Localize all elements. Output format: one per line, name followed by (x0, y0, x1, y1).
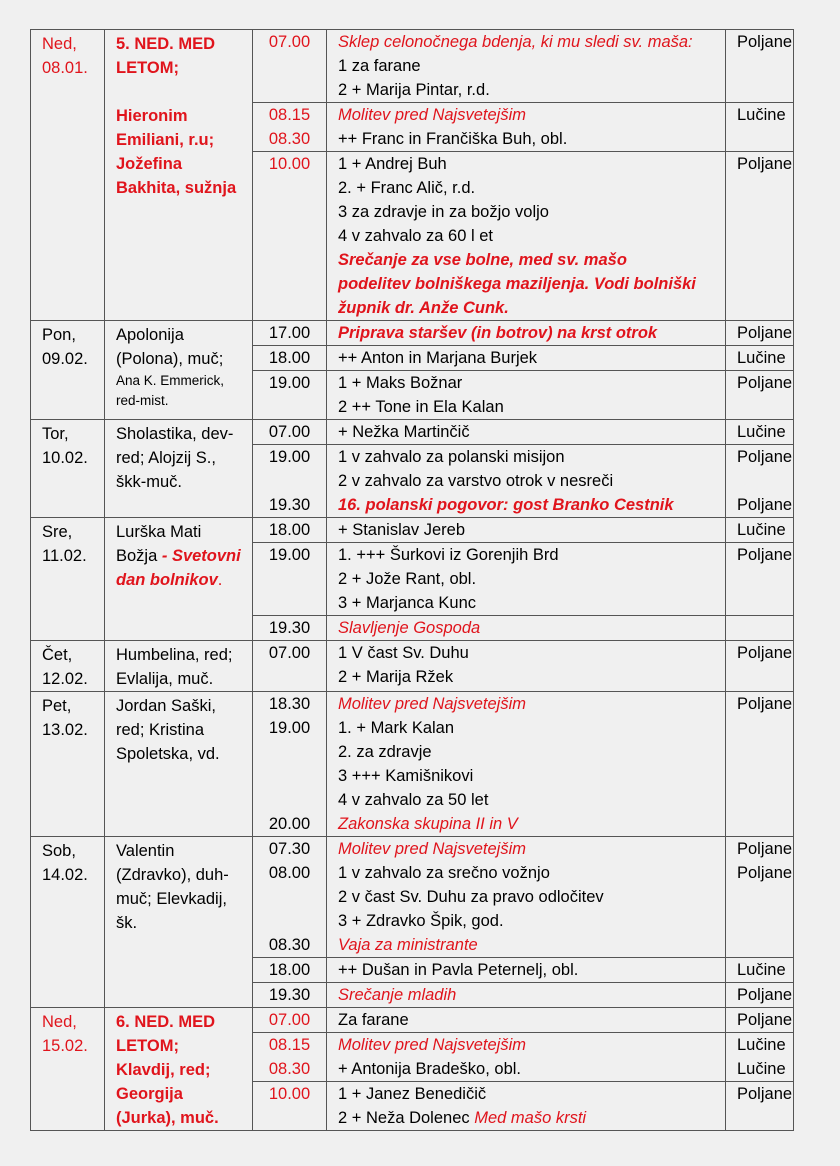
intention-line: Zakonska skupina II in V (338, 815, 518, 833)
mass-time: 18.00 (268, 349, 311, 367)
time-cell (253, 641, 327, 692)
schedule-row (31, 321, 794, 346)
time-cell (253, 983, 327, 1008)
intention-line: Molitev pred Najsvetejšim (338, 840, 526, 858)
intention-line: 1. + Mark Kalan (338, 719, 455, 737)
schedule-row (31, 837, 794, 958)
saint-line: Bakhita, sužnja (116, 179, 237, 197)
saint-line: Hieronim (116, 107, 188, 125)
intention-line: Vaja za ministrante (338, 936, 478, 954)
mass-time (253, 788, 326, 812)
mass-time: 19.00 (268, 374, 311, 392)
intention-line: 4 v zahvalo za 50 let (338, 791, 489, 809)
mass-time: 08.15 (268, 106, 311, 124)
weekday: Ned, (42, 1013, 77, 1031)
weekday: Sre, (42, 523, 73, 541)
intention-line: Za farane (338, 1011, 409, 1029)
time-cell (253, 616, 327, 641)
location-cell (726, 321, 794, 346)
intention-line: ++ Franc in Frančiška Buh, obl. (338, 130, 568, 148)
intention-cell (327, 983, 726, 1008)
intention-cell (327, 346, 726, 371)
mass-schedule-table (30, 29, 794, 1131)
schedule-row (31, 518, 794, 543)
intention-line: 2 v zahvalo za varstvo otrok v nesreči (338, 472, 614, 490)
mass-time: 07.00 (268, 33, 311, 51)
location: Lučine (737, 521, 786, 539)
intention-line: 1 + Janez Benedičič (338, 1085, 487, 1103)
mass-time (253, 740, 326, 764)
saint-line: Lurška Mati (116, 523, 202, 541)
mass-time: 08.30 (268, 1060, 311, 1078)
intention-cell (327, 616, 726, 641)
intention-cell (327, 1033, 726, 1082)
date: 14.02. (42, 866, 88, 884)
location: Poljane (737, 986, 793, 1004)
saint-cell (105, 1008, 253, 1131)
location-cell (726, 641, 794, 692)
mass-time: 19.30 (268, 619, 311, 637)
location: Lučine (737, 1036, 786, 1054)
saint-line: škk-muč. (116, 473, 182, 491)
location-cell (726, 518, 794, 543)
location-cell (726, 543, 794, 616)
time-cell (253, 103, 327, 152)
intention-cell (327, 371, 726, 420)
location-cell (726, 420, 794, 445)
intention-line: 3 + Zdravko Špik, god. (338, 912, 504, 930)
saint-line: Georgija (116, 1085, 183, 1103)
location-cell (726, 103, 794, 152)
saint-line: (Polona), muč; (116, 350, 224, 368)
weekday: Tor, (42, 425, 69, 443)
mass-time: 19.30 (268, 496, 311, 514)
mass-time: 08.30 (268, 130, 311, 148)
location: Poljane (737, 1085, 793, 1103)
intention-line: 2 + Jože Rant, obl. (338, 570, 477, 588)
saint-line (116, 80, 252, 104)
intention-line: Srečanje mladih (338, 986, 457, 1004)
intention-line: 1 za farane (338, 57, 421, 75)
time-cell (253, 30, 327, 103)
saint-cell (105, 518, 253, 641)
intention-line: 3 za zdravje in za božjo voljo (338, 203, 549, 221)
intention-cell (327, 543, 726, 616)
saint-line: red; Kristina (116, 721, 205, 739)
location: Poljane (737, 155, 793, 173)
date: 15.02. (42, 1037, 88, 1055)
intention-line: Sklep celonočnega bdenja, ki mu sledi sv. maša: (338, 33, 693, 51)
mass-time: 07.00 (268, 423, 311, 441)
day-cell (31, 837, 105, 1008)
intention-line: 2 + Marija Ržek (338, 668, 454, 686)
intention-cell (327, 321, 726, 346)
saint-line: LETOM; (116, 59, 179, 77)
location: Poljane (737, 496, 793, 514)
saint-line: LETOM; (116, 1037, 179, 1055)
intention-line (338, 1106, 725, 1130)
location: Poljane (737, 374, 793, 392)
time-cell (253, 420, 327, 445)
mass-time: 07.00 (268, 644, 311, 662)
mass-time (253, 909, 326, 933)
saint-cell (105, 692, 253, 837)
location-cell (726, 1082, 794, 1131)
location: Poljane (737, 695, 793, 713)
date: 13.02. (42, 721, 88, 739)
time-cell (253, 445, 327, 518)
saint-line: 5. NED. MED (116, 35, 216, 53)
saint-line: Humbelina, red; (116, 646, 233, 664)
intention-line: 2 + Marija Pintar, r.d. (338, 81, 490, 99)
mass-time: 07.00 (268, 1011, 311, 1029)
intention-cell (327, 518, 726, 543)
intention-cell (327, 103, 726, 152)
saint-cell (105, 321, 253, 420)
intention-line: Srečanje za vse bolne, med sv. mašo (338, 251, 627, 269)
saint-note: red-mist. (116, 393, 169, 408)
feast-note-dot: . (217, 571, 223, 589)
mass-time (253, 469, 326, 493)
date: 10.02. (42, 449, 88, 467)
saint-line: 6. NED. MED (116, 1013, 216, 1031)
location: Lučine (737, 106, 786, 124)
location: Poljane (737, 864, 793, 882)
intention-line: 3 + Marjanca Kunc (338, 594, 477, 612)
mass-time: 19.30 (268, 986, 311, 1004)
intention-cell (327, 641, 726, 692)
intention-line: ++ Dušan in Pavla Peternelj, obl. (338, 961, 579, 979)
intention-cell (327, 1082, 726, 1131)
intention-line: 1 + Andrej Buh (338, 155, 447, 173)
schedule-row (31, 1008, 794, 1033)
intention-cell (327, 30, 726, 103)
saint-line: Apolonija (116, 326, 184, 344)
schedule-row (31, 30, 794, 103)
saint-cell (105, 641, 253, 692)
location: Poljane (737, 546, 793, 564)
intention-line: 2 v čast Sv. Duhu za pravo odločitev (338, 888, 604, 906)
day-cell (31, 518, 105, 641)
location-cell (726, 1008, 794, 1033)
saint-cell (105, 30, 253, 321)
location (737, 616, 793, 640)
location-cell (726, 152, 794, 321)
saint-line: Klavdij, red; (116, 1061, 211, 1079)
location-cell (726, 837, 794, 958)
location: Poljane (737, 1011, 793, 1029)
saint-line: Jožefina (116, 155, 183, 173)
intention-cell (327, 692, 726, 837)
baptism-note: Med mašo krsti (474, 1109, 587, 1127)
mass-time: 18.00 (268, 521, 311, 539)
mass-time: 18.30 (268, 695, 311, 713)
schedule-row (31, 692, 794, 837)
weekday: Ned, (42, 35, 77, 53)
intention-line: Molitev pred Najsvetejšim (338, 106, 526, 124)
date: 09.02. (42, 350, 88, 368)
intention-line: + Nežka Martinčič (338, 423, 470, 441)
intention-line: 2 + Neža Dolenec (338, 1109, 475, 1127)
date: 12.02. (42, 670, 88, 688)
saint-cell (105, 837, 253, 1008)
location: Lučine (737, 349, 786, 367)
location: Poljane (737, 33, 793, 51)
location-cell (726, 371, 794, 420)
location-cell (726, 958, 794, 983)
intention-line: 16. polanski pogovor: gost Branko Cestnik (338, 496, 674, 514)
mass-time: 10.00 (268, 1085, 311, 1103)
saint-line: šk. (116, 914, 138, 932)
intention-line: Molitev pred Najsvetejšim (338, 695, 526, 713)
saint-line: Jordan Saški, (116, 697, 216, 715)
date: 11.02. (42, 547, 87, 565)
mass-time: 19.00 (268, 448, 311, 466)
weekday: Sob, (42, 842, 76, 860)
mass-time: 10.00 (268, 155, 311, 173)
spacer (737, 469, 793, 493)
time-cell (253, 543, 327, 616)
location-cell (726, 346, 794, 371)
weekday: Pon, (42, 326, 76, 344)
feast-note: - Svetovni (157, 547, 241, 565)
saint-line: Valentin (116, 842, 175, 860)
saint-line: Sholastika, dev- (116, 425, 234, 443)
time-cell (253, 837, 327, 958)
mass-time: 20.00 (268, 815, 311, 833)
mass-time: 08.00 (268, 864, 311, 882)
intention-line: 4 v zahvalo za 60 l et (338, 227, 494, 245)
intention-line: + Antonija Bradeško, obl. (338, 1060, 521, 1078)
intention-line: 1. +++ Šurkovi iz Gorenjih Brd (338, 546, 559, 564)
day-cell (31, 420, 105, 518)
mass-time: 19.00 (268, 719, 311, 737)
intention-line: podelitev bolniškega maziljenja. Vodi bolniški (338, 275, 696, 293)
time-cell (253, 692, 327, 837)
saint-line: red; Alojzij S., (116, 449, 216, 467)
intention-line: 2 ++ Tone in Ela Kalan (338, 398, 504, 416)
day-cell (31, 321, 105, 420)
saint-line (116, 544, 252, 568)
feast-note: dan bolnikov (116, 571, 218, 589)
time-cell (253, 152, 327, 321)
saint-line: Evlalija, muč. (116, 670, 214, 688)
saint-line: Emiliani, r.u; (116, 131, 215, 149)
time-cell (253, 1082, 327, 1131)
mass-time (253, 885, 326, 909)
saint-line: (Zdravko), duh- (116, 866, 229, 884)
intention-line: 1 + Maks Božnar (338, 374, 463, 392)
intention-cell (327, 1008, 726, 1033)
intention-cell (327, 837, 726, 958)
day-cell (31, 30, 105, 321)
day-cell (31, 641, 105, 692)
location: Poljane (737, 448, 793, 466)
time-cell (253, 371, 327, 420)
mass-time: 08.15 (268, 1036, 311, 1054)
intention-line: Priprava staršev (in botrov) na krst otrok (338, 324, 658, 342)
schedule-row (31, 420, 794, 445)
mass-time: 17.00 (268, 324, 311, 342)
saint-line: Spoletska, vd. (116, 745, 220, 763)
intention-cell (327, 152, 726, 321)
intention-line: 2. + Franc Alič, r.d. (338, 179, 476, 197)
intention-line: 1 v zahvalo za srečno vožnjo (338, 864, 550, 882)
mass-time: 08.30 (268, 936, 311, 954)
time-cell (253, 1008, 327, 1033)
weekday: Čet, (42, 646, 73, 664)
location-cell (726, 692, 794, 837)
date: 08.01. (42, 59, 88, 77)
location: Poljane (737, 324, 793, 342)
intention-cell (327, 445, 726, 518)
intention-line: 3 +++ Kamišnikovi (338, 767, 474, 785)
saint-note: Ana K. Emmerick, (116, 373, 225, 388)
intention-line: Molitev pred Najsvetejšim (338, 1036, 526, 1054)
schedule-row (31, 641, 794, 692)
intention-line: + Stanislav Jereb (338, 521, 466, 539)
saint-cell (105, 420, 253, 518)
time-cell (253, 958, 327, 983)
intention-cell (327, 420, 726, 445)
location: Lučine (737, 423, 786, 441)
intention-cell (327, 958, 726, 983)
location: Poljane (737, 840, 793, 858)
intention-line: 1 V čast Sv. Duhu (338, 644, 469, 662)
location: Lučine (737, 1060, 786, 1078)
location: Poljane (737, 644, 793, 662)
weekday: Pet, (42, 697, 72, 715)
mass-time: 07.30 (268, 840, 311, 858)
location-cell (726, 1033, 794, 1082)
saint-name: Božja (116, 547, 158, 565)
mass-time: 19.00 (268, 546, 311, 564)
intention-line: ++ Anton in Marjana Burjek (338, 349, 538, 367)
time-cell (253, 1033, 327, 1082)
day-cell (31, 1008, 105, 1131)
saint-line (116, 568, 252, 592)
location-cell (726, 616, 794, 641)
time-cell (253, 321, 327, 346)
intention-line: Slavljenje Gospoda (338, 619, 481, 637)
location-cell (726, 445, 794, 518)
intention-line: 1 v zahvalo za polanski misijon (338, 448, 565, 466)
location-cell (726, 983, 794, 1008)
intention-line: župnik dr. Anže Cunk. (338, 299, 509, 317)
day-cell (31, 692, 105, 837)
time-cell (253, 518, 327, 543)
location: Lučine (737, 961, 786, 979)
saint-line: muč; Elevkadij, (116, 890, 227, 908)
mass-time (253, 764, 326, 788)
intention-line: 2. za zdravje (338, 743, 432, 761)
time-cell (253, 346, 327, 371)
location-cell (726, 30, 794, 103)
mass-time: 18.00 (268, 961, 311, 979)
saint-line: (Jurka), muč. (116, 1109, 219, 1127)
